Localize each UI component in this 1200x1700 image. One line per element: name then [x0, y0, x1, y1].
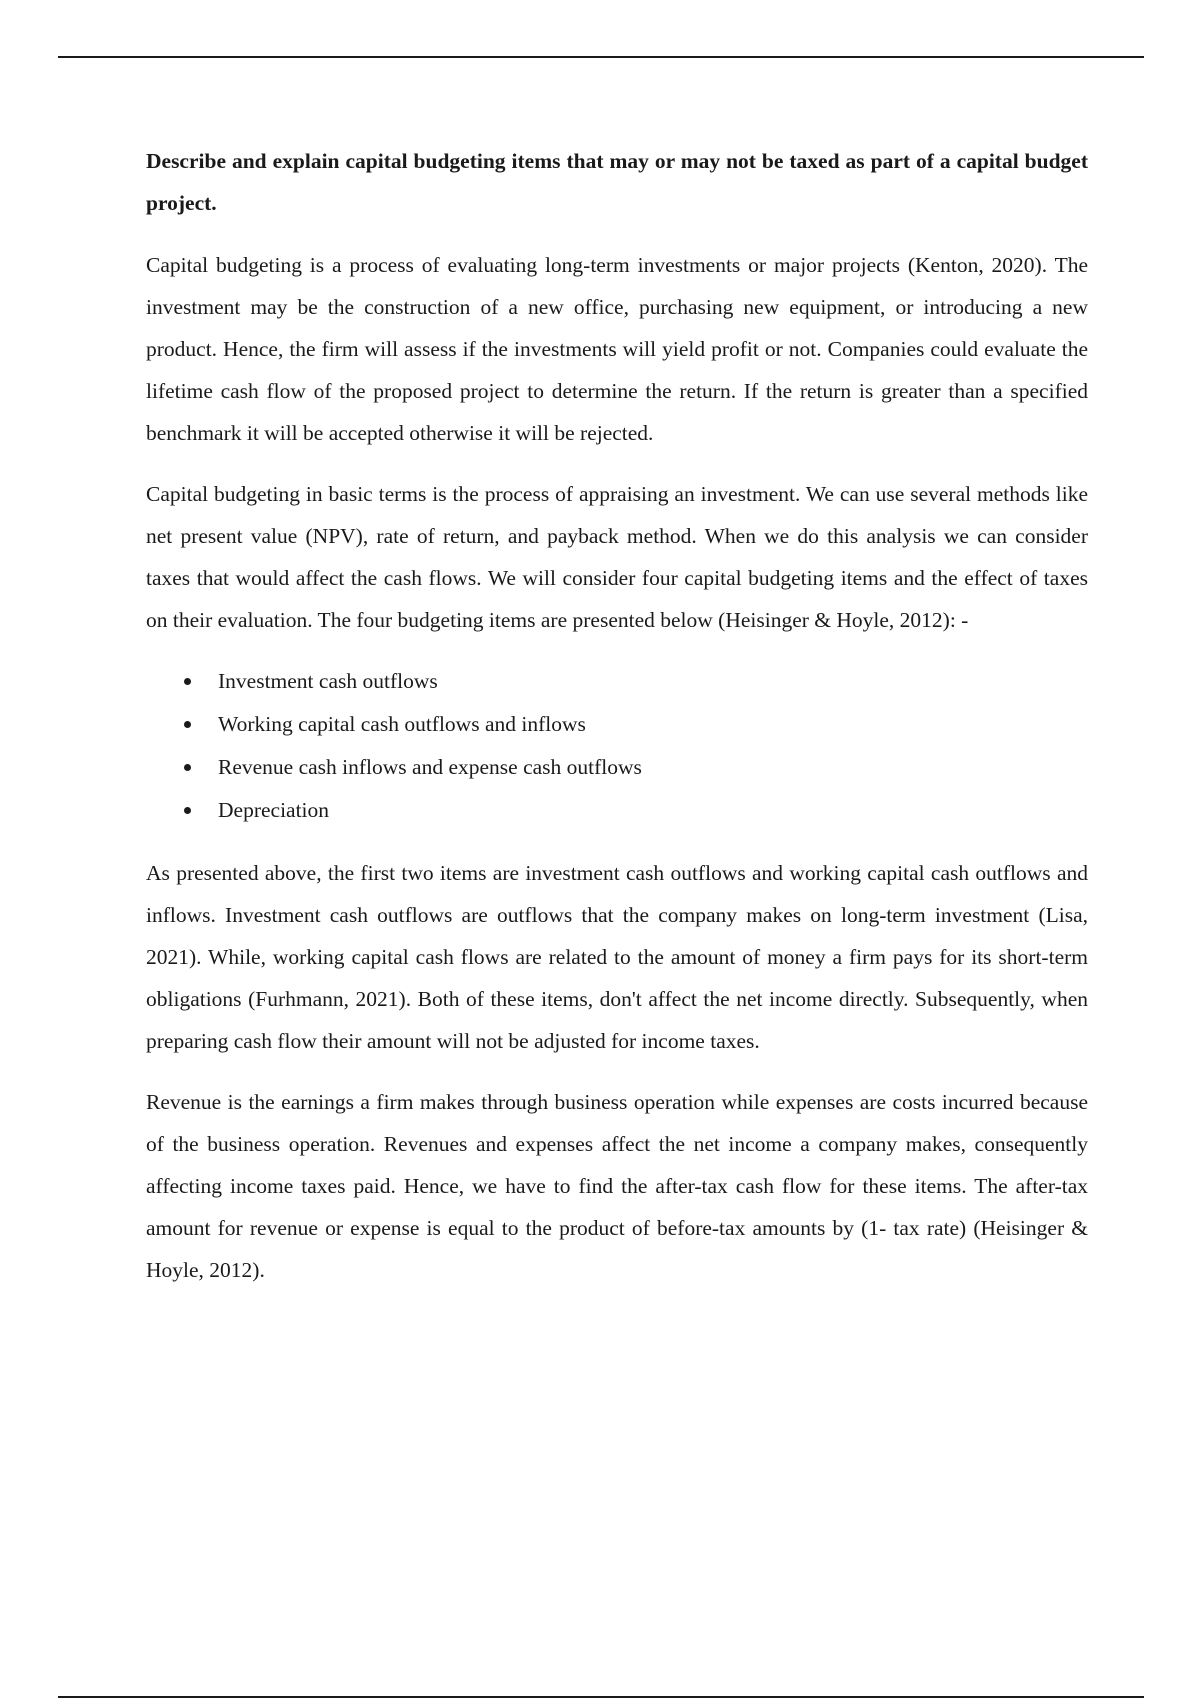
budgeting-items-list	[146, 660, 1088, 832]
document-body	[146, 140, 1088, 1310]
bullet-icon	[184, 764, 191, 771]
paragraph-intro: Capital budgeting is a process of evaluating long-term investments or major projects (Kenton, 2020). The investment may be the construction of a new office, purchasing new equipment, or introducing a new product. Hence, the firm will assess if the investments will yield profit or not. Companies could evaluate the lifetime cash flow of the proposed project to determine the return. If the return is greater than a specified benchmark it will be accepted otherwise it will be rejected.	[146, 253, 1088, 445]
list-item	[146, 660, 1088, 703]
bullet-icon	[184, 721, 191, 728]
list-item-text: Revenue cash inflows and expense cash outflows	[218, 755, 642, 779]
header-rule	[58, 56, 1144, 58]
list-item	[146, 746, 1088, 789]
list-item-text: Depreciation	[218, 798, 330, 822]
footer-rule	[58, 1696, 1144, 1698]
list-item-text: Investment cash outflows	[218, 669, 438, 693]
question-heading: Describe and explain capital budgeting items that may or may not be taxed as part of a capital budget project.	[146, 149, 1088, 215]
bullet-icon	[184, 807, 191, 814]
list-item	[146, 703, 1088, 746]
paragraph-methods: Capital budgeting in basic terms is the process of appraising an investment. We can use several methods like net present value (NPV), rate of return, and payback method. When we do this analysis we can consider taxes that would affect the cash flows. We will consider four capital budgeting items and the effect of taxes on their evaluation. The four budgeting items are presented below (Heisinger & Hoyle, 2012): -	[146, 482, 1088, 632]
paragraph-cash-flows: As presented above, the first two items are investment cash outflows and working capital cash outflows and inflows. Investment cash outflows are outflows that the company makes on long-term investment (Lisa, 2021). While, working capital cash flows are related to the amount of money a firm pays for its short-term obligations (Furhmann, 2021). Both of these items, don't affect the net income directly. Subsequently, when preparing cash flow their amount will not be adjusted for income taxes.	[146, 861, 1088, 1053]
paragraph-revenue: Revenue is the earnings a firm makes through business operation while expenses are costs incurred because of the business operation. Revenues and expenses affect the net income a company makes, consequently affecting income taxes paid. Hence, we have to find the after-tax cash flow for these items. The after-tax amount for revenue or expense is equal to the product of before-tax amounts by (1- tax rate) (Heisinger & Hoyle, 2012).	[146, 1090, 1088, 1282]
list-item	[146, 789, 1088, 832]
list-item-text: Working capital cash outflows and inflows	[218, 712, 586, 736]
bullet-icon	[184, 678, 191, 685]
